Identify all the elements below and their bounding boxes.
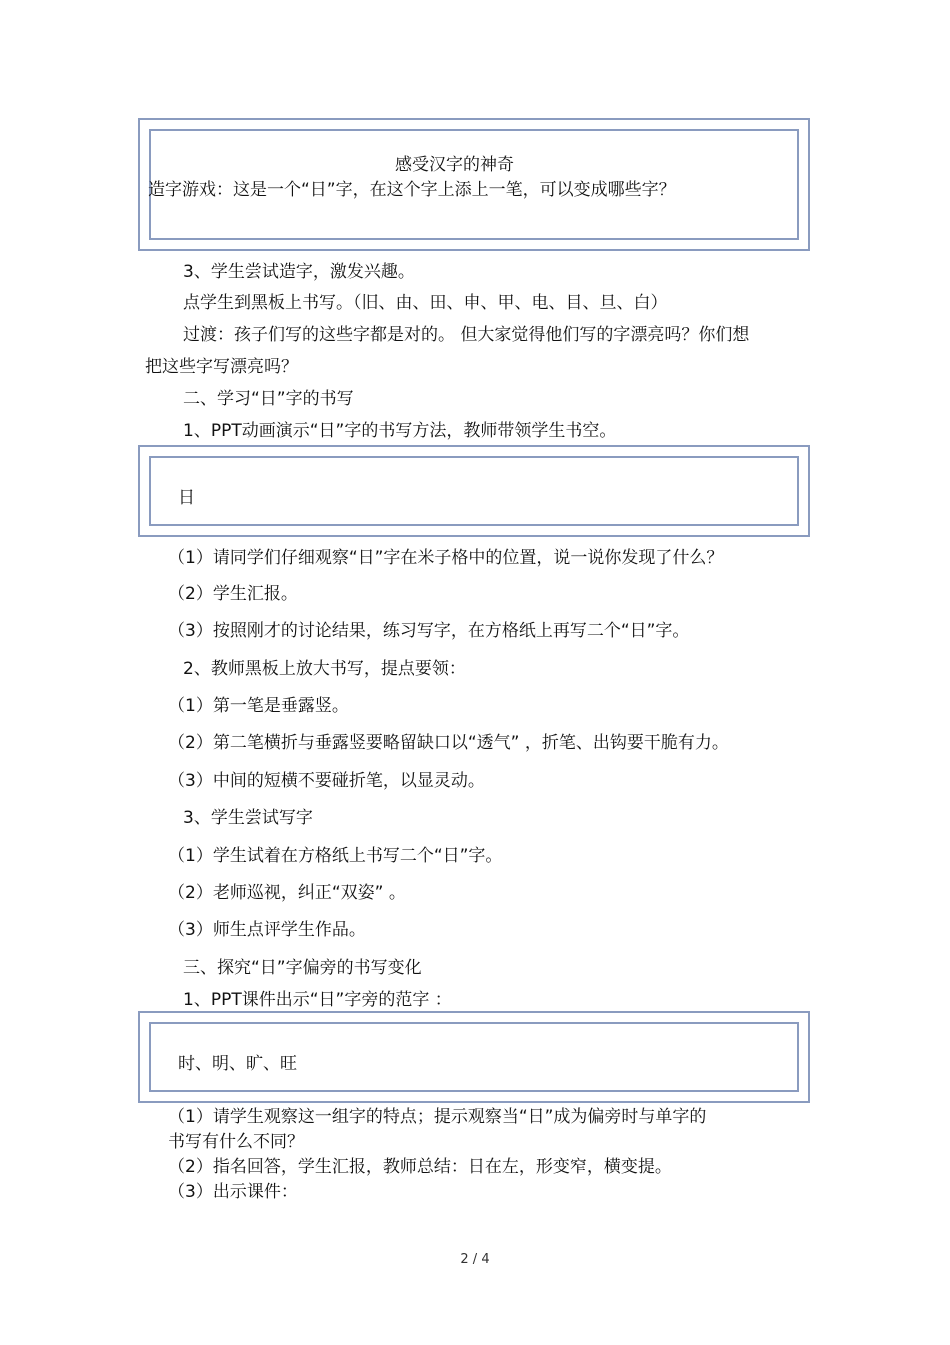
paragraph: 把这些字写漂亮吗？	[145, 357, 298, 377]
box-title: 感受汉字的神奇	[395, 155, 514, 175]
list-item: （2）老师巡视，纠正“双姿” 。	[168, 883, 406, 903]
page-number: 2 / 4	[460, 1252, 490, 1267]
list-item: （3）按照刚才的讨论结果，练习写字，在方格纸上再写二个“日”字。	[168, 621, 690, 641]
paragraph: 3、学生尝试造字，激发兴趣。	[183, 262, 415, 282]
text-box-examples	[138, 1011, 810, 1103]
box-inner-border	[149, 456, 799, 526]
list-item: （2）第二笔横折与垂露竖要略留缺口以“透气” ，折笔、出钩要干脆有力。	[168, 733, 729, 753]
list-item: （1）请学生观察这一组字的特点；提示观察当“日”成为偏旁时与单字的	[168, 1107, 707, 1127]
list-item: （2）学生汇报。	[168, 584, 298, 604]
list-item: （3）出示课件：	[168, 1182, 298, 1202]
list-item: （1）请同学们仔细观察“日”字在米子格中的位置，说一说你发现了什么？	[168, 548, 724, 568]
list-item: （1）第一笔是垂露竖。	[168, 696, 349, 716]
list-item: （3）师生点评学生作品。	[168, 920, 366, 940]
step-line: 1、PPT动画演示“日”字的书写方法，教师带领学生书空。	[183, 421, 617, 441]
text-box-intro	[138, 118, 810, 251]
list-item: 书写有什么不同？	[168, 1132, 304, 1152]
section-heading: 三、探究“日”字偏旁的书写变化	[183, 958, 422, 978]
section-heading: 二、学习“日”字的书写	[183, 389, 354, 409]
list-item: （3）中间的短横不要碰折笔，以显灵动。	[168, 771, 485, 791]
paragraph: 点学生到黑板上书写。（旧、由、田、申、甲、电、目、旦、白）	[183, 293, 668, 313]
text-box-character	[138, 445, 810, 537]
box-text: 日	[178, 488, 195, 508]
step-line: 1、PPT课件出示“日”字旁的范字 ：	[183, 990, 452, 1010]
step-line: 3、学生尝试写字	[183, 808, 313, 828]
list-item: （2）指名回答，学生汇报，教师总结：日在左，形变窄，横变提。	[168, 1157, 672, 1177]
paragraph: 过渡：孩子们写的这些字都是对的。 但大家觉得他们写的字漂亮吗？你们想	[183, 325, 750, 345]
box-text: 造字游戏：这是一个“日”字，在这个字上添上一笔，可以变成哪些字？	[148, 180, 676, 200]
step-line: 2、教师黑板上放大书写，提点要领：	[183, 659, 466, 679]
list-item: （1）学生试着在方格纸上书写二个“日”字。	[168, 846, 503, 866]
box-text: 时、明、旷、旺	[178, 1054, 297, 1074]
